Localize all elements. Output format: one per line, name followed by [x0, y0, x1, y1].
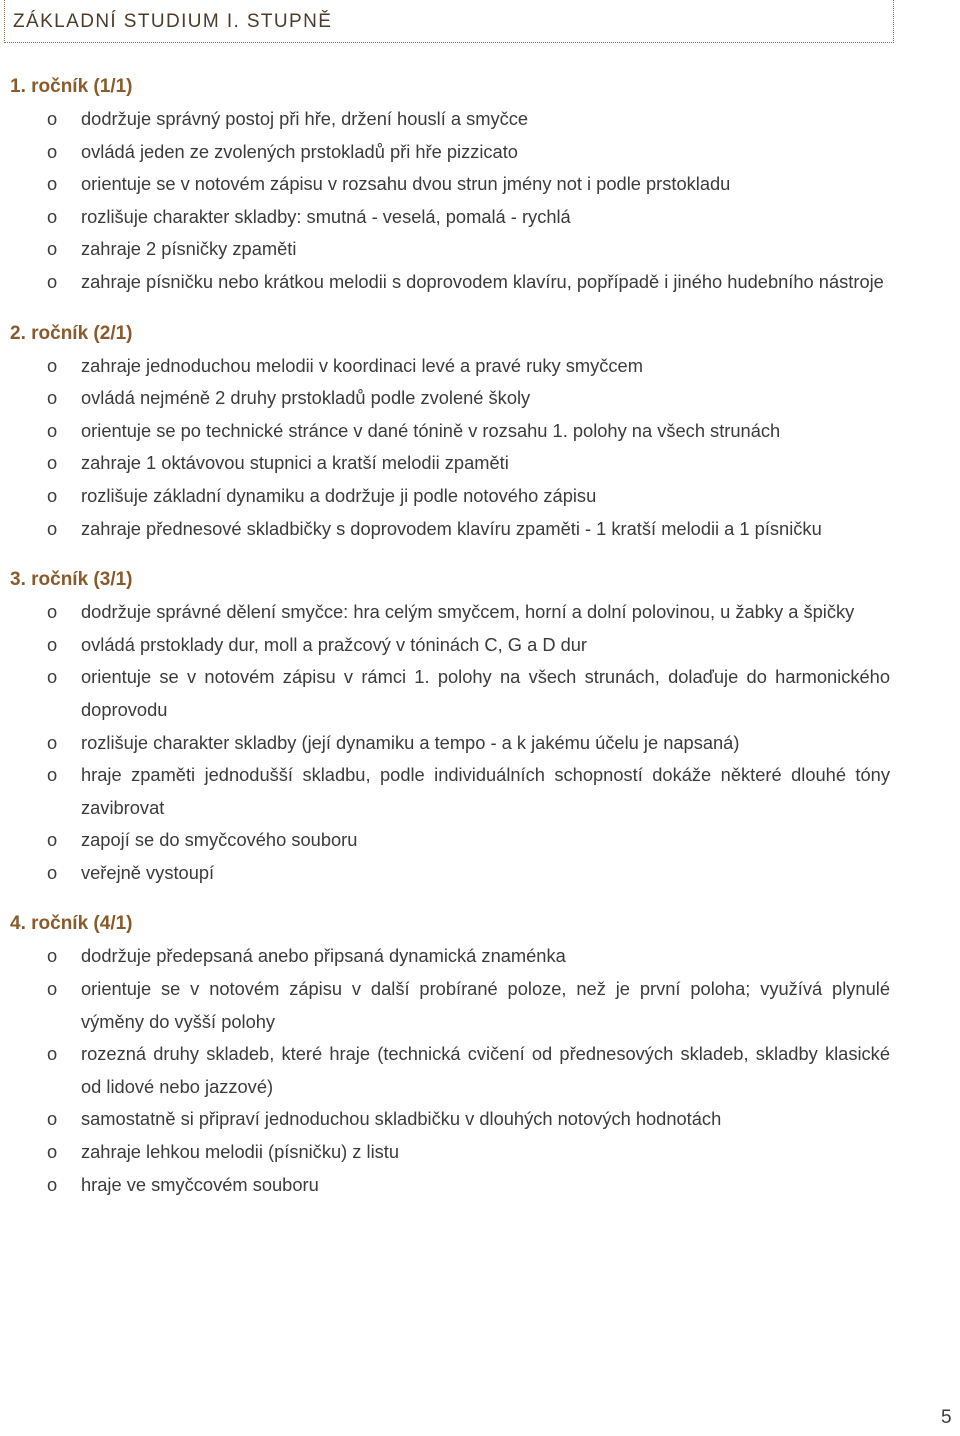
list-item: [10, 1103, 890, 1136]
bullet-icon: o: [47, 764, 58, 786]
list-item: [10, 1038, 890, 1103]
list-item-text: orientuje se v notovém zápisu v další probírané poloze, než je první poloha; využívá plynulé výměny do vyšší polohy: [81, 978, 890, 1032]
bullet-icon: o: [47, 861, 58, 883]
list-item-text: samostatně si připraví jednoduchou skladbičku v dlouhých notových hodnotách: [81, 1108, 722, 1130]
bullet-icon: o: [47, 1108, 58, 1130]
list-item: [10, 973, 890, 1038]
list-item: [10, 596, 890, 629]
list-item: [10, 168, 890, 201]
bullet-icon: o: [47, 354, 58, 376]
list-item-text: ovládá prstoklady dur, moll a pražcový v tóninách C, G a D dur: [81, 633, 588, 655]
list-item-text: zahraje 1 oktávovou stupnici a kratší melodii zpaměti: [81, 452, 509, 474]
list-item: [10, 266, 890, 299]
section-title: 3. ročník (3/1): [10, 569, 133, 591]
list-item-text: rozlišuje charakter skladby: smutná - veselá, pomalá - rychlá: [81, 205, 571, 227]
list-item: [10, 629, 890, 662]
list-item: [10, 415, 890, 448]
page-number: 5: [941, 1407, 952, 1428]
section-rocnik-2: [10, 318, 890, 546]
bullet-icon: o: [47, 601, 58, 623]
list-item: [10, 480, 890, 513]
list-item: [10, 201, 890, 234]
section-title: 2. ročník (2/1): [10, 322, 133, 344]
list-item-text: dodržuje předepsaná anebo připsaná dynamická znaménka: [81, 945, 566, 967]
list-item-text: ovládá nejméně 2 druhy prstokladů podle zvolené školy: [81, 387, 531, 409]
bullet-icon: o: [47, 270, 58, 292]
list-item-text: orientuje se po technické stránce v dané tónině v rozsahu 1. polohy na všech strunách: [81, 419, 781, 441]
list-item: [10, 857, 890, 890]
bullet-icon: o: [47, 1043, 58, 1065]
list-item-text: dodržuje správný postoj při hře, držení houslí a smyčce: [81, 108, 529, 129]
list-item-text: zahraje 2 písničky zpaměti: [81, 238, 297, 260]
bullet-icon: o: [47, 108, 58, 129]
list-item-text: rozlišuje charakter skladby (její dynamiku a tempo - a k jakému účelu je napsaná): [81, 731, 740, 753]
list-item-text: zahraje písničku nebo krátkou melodii s doprovodem klavíru, popřípadě i jiného hudebního nástroje: [81, 270, 884, 292]
bullet-icon: o: [47, 1173, 58, 1195]
section-rocnik-4: [10, 908, 890, 1201]
list-item-text: hraje zpaměti jednodušší skladbu, podle individuálních schopností dokáže některé dlouhé tóny zavibrovat: [81, 764, 890, 818]
section-rocnik-1: [10, 71, 890, 299]
list-item: [10, 759, 890, 824]
list-item: [10, 382, 890, 415]
page-header-title: ZÁKLADNÍ STUDIUM I. STUPNĚ: [13, 11, 333, 32]
list-item-text: orientuje se v notovém zápisu v rozsahu dvou strun jmény not i podle prstokladu: [81, 173, 731, 195]
list-item: [10, 727, 890, 760]
list-item: [10, 824, 890, 857]
list-item-text: rozezná druhy skladeb, které hraje (technická cvičení od přednesových skladeb, skladby klasické od lidové nebo jazzové): [81, 1043, 890, 1097]
bullet-icon: o: [47, 140, 58, 162]
list-item-text: hraje ve smyčcovém souboru: [81, 1173, 319, 1195]
list-item-text: dodržuje správné dělení smyčce: hra celým smyčcem, horní a dolní polovinou, u žabky a špičky: [81, 601, 855, 623]
list-item: [10, 1169, 890, 1202]
bullet-icon: o: [47, 452, 58, 474]
bullet-icon: o: [47, 633, 58, 655]
bullet-icon: o: [47, 173, 58, 195]
list-item-text: zahraje lehkou melodii (písničku) z listu: [81, 1141, 400, 1163]
list-item-text: zahraje přednesové skladbičky s doprovodem klavíru zpaměti - 1 kratší melodii a 1 písničku: [81, 517, 822, 539]
bullet-icon: o: [47, 238, 58, 260]
list-item: [10, 513, 890, 546]
list-item: [10, 661, 890, 726]
list-item: [10, 103, 890, 136]
list-item: [10, 940, 890, 973]
list-item: [10, 136, 890, 169]
list-item-text: ovládá jeden ze zvolených prstokladů při hře pizzicato: [81, 140, 518, 162]
list-item: [10, 1136, 890, 1169]
list-item-text: veřejně vystoupí: [81, 861, 215, 883]
bullet-icon: o: [47, 829, 58, 851]
bullet-icon: o: [47, 517, 58, 539]
list-item-text: zapojí se do smyčcového souboru: [81, 829, 358, 851]
section-title: 4. ročník (4/1): [10, 913, 133, 935]
list-item-text: orientuje se v notovém zápisu v rámci 1. polohy na všech strunách, dolaďuje do harmonického doprovodu: [81, 666, 890, 720]
bullet-icon: o: [47, 205, 58, 227]
bullet-icon: o: [47, 484, 58, 506]
list-item: [10, 350, 890, 383]
bullet-icon: o: [47, 387, 58, 409]
bullet-icon: o: [47, 945, 58, 967]
bullet-icon: o: [47, 666, 58, 688]
bullet-icon: o: [47, 731, 58, 753]
bullet-icon: o: [47, 978, 58, 1000]
document-body: [10, 71, 890, 1220]
section-rocnik-3: [10, 564, 890, 889]
section-title: 1. ročník (1/1): [10, 76, 133, 97]
list-item-text: rozlišuje základní dynamiku a dodržuje ji podle notového zápisu: [81, 484, 597, 506]
list-item: [10, 233, 890, 266]
page-header: [4, 0, 894, 43]
list-item-text: zahraje jednoduchou melodii v koordinaci levé a pravé ruky smyčcem: [81, 354, 643, 376]
list-item: [10, 447, 890, 480]
bullet-icon: o: [47, 1141, 58, 1163]
bullet-icon: o: [47, 419, 58, 441]
